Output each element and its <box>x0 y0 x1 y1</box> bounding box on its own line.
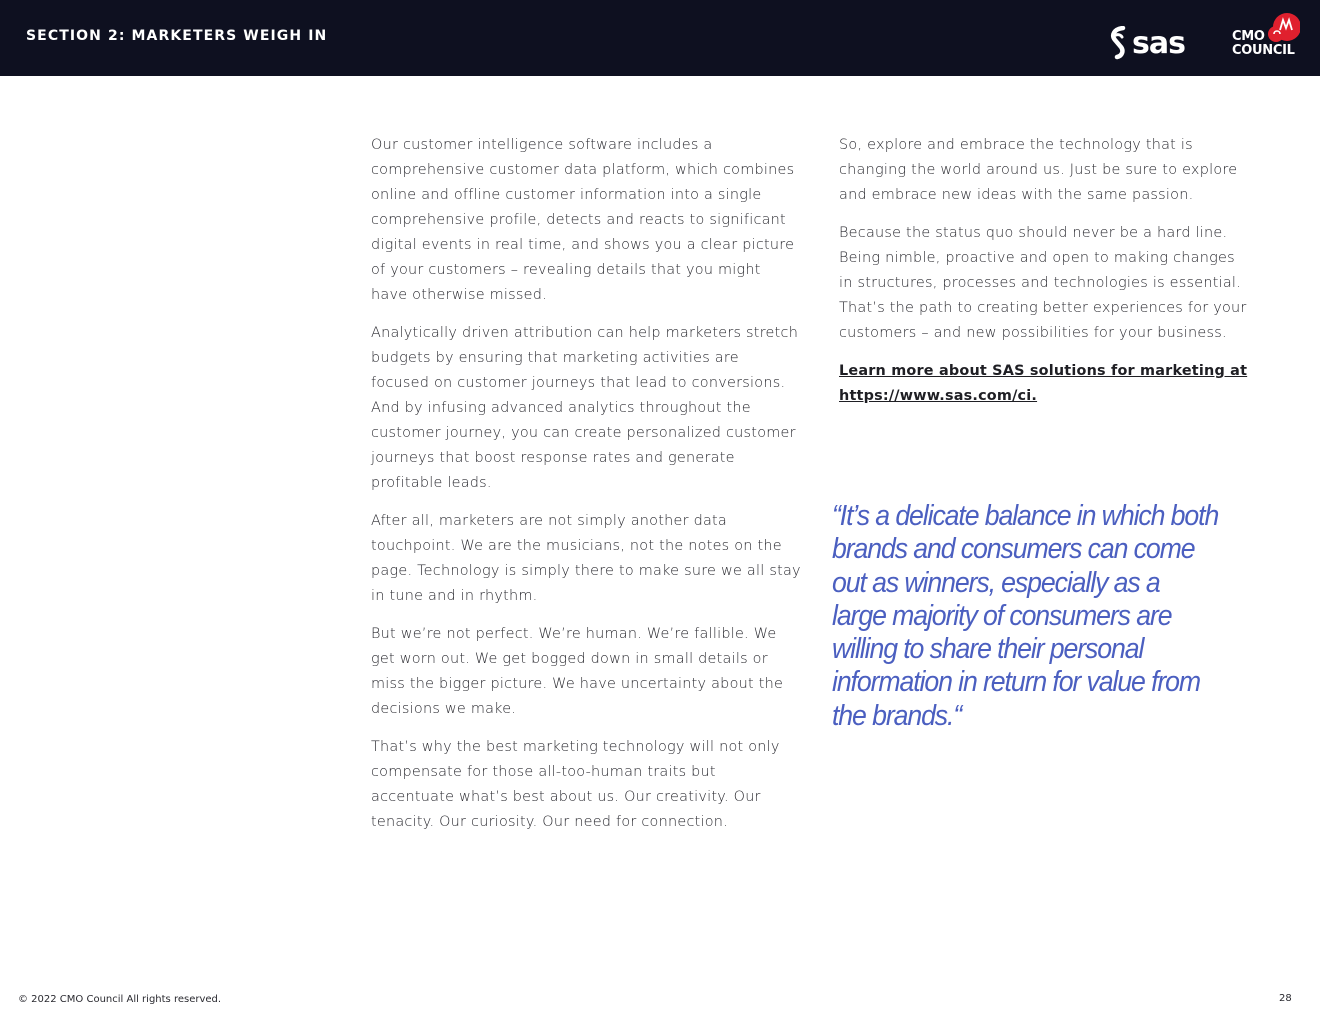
right-column <box>839 133 1251 409</box>
body-paragraph: Analytically driven attribution can help marketers stretch budgets by ensuring that marketing activities are focused on customer journeys that lead to conversions. And by infusing advanced analytics throughout the customer journey, you can create personalized customer journeys that boost response rates and generate profitable leads. <box>371 325 799 491</box>
body-paragraph: But we’re not perfect. We’re human. We’re fallible. We get worn out. We get bogged down in small details or miss the bigger picture. We have uncertainty about the decisions we make. <box>371 626 784 717</box>
body-paragraph: So, explore and embrace the technology that is changing the world around us. Just be sure to explore and embrace new ideas with the same passion. <box>839 137 1238 203</box>
body-paragraph: Our customer intelligence software includes a comprehensive customer data platform, which combines online and offline customer information into a single comprehensive profile, detects and reacts to significant digital events in real time, and shows you a clear picture of your customers – revealing details that you might have otherwise missed. <box>371 137 795 303</box>
body-paragraph: That’s why the best marketing technology will not only compensate for those all-too-human traits but accentuate what’s best about us. Our creativity. Our tenacity. Our curiosity. Our need for connection. <box>371 739 780 830</box>
cmo-wordmark-line1: CMO <box>1232 29 1265 44</box>
cmo-wordmark-line2: COUNCIL <box>1232 43 1295 58</box>
left-column <box>371 133 801 848</box>
sas-logo <box>1108 26 1185 62</box>
body-paragraph: Because the status quo should never be a hard line. Being nimble, proactive and open to making changes in structures, processes and technologies is essential. That’s the path to creating better experiences for your customers – and new possibilities for your business. <box>839 225 1247 341</box>
section-title: SECTION 2: MARKETERS WEIGH IN <box>26 28 328 44</box>
pull-quote: “It’s a delicate balance in which both brands and consumers can come out as winners, especially as a large majority of consumers are willing to share their personal information in return for value from the brands.“ <box>832 500 1219 732</box>
sas-wordmark: sas <box>1132 26 1185 61</box>
sas-s-mark-icon <box>1108 26 1130 62</box>
cmo-council-wordmark <box>1232 30 1295 58</box>
body-paragraph: After all, marketers are not simply another data touchpoint. We are the musicians, not the notes on the page. Technology is simply there to make sure we all stay in tune and in rhythm. <box>371 513 801 604</box>
sas-solutions-link[interactable]: Learn more about SAS solutions for marketing at https://www.sas.com/ci. <box>839 363 1248 404</box>
cmo-council-logo <box>1230 12 1302 62</box>
copyright-notice: © 2022 CMO Council All rights reserved. <box>18 994 222 1005</box>
page-number: 28 <box>1279 993 1292 1004</box>
page-header <box>0 0 1320 76</box>
